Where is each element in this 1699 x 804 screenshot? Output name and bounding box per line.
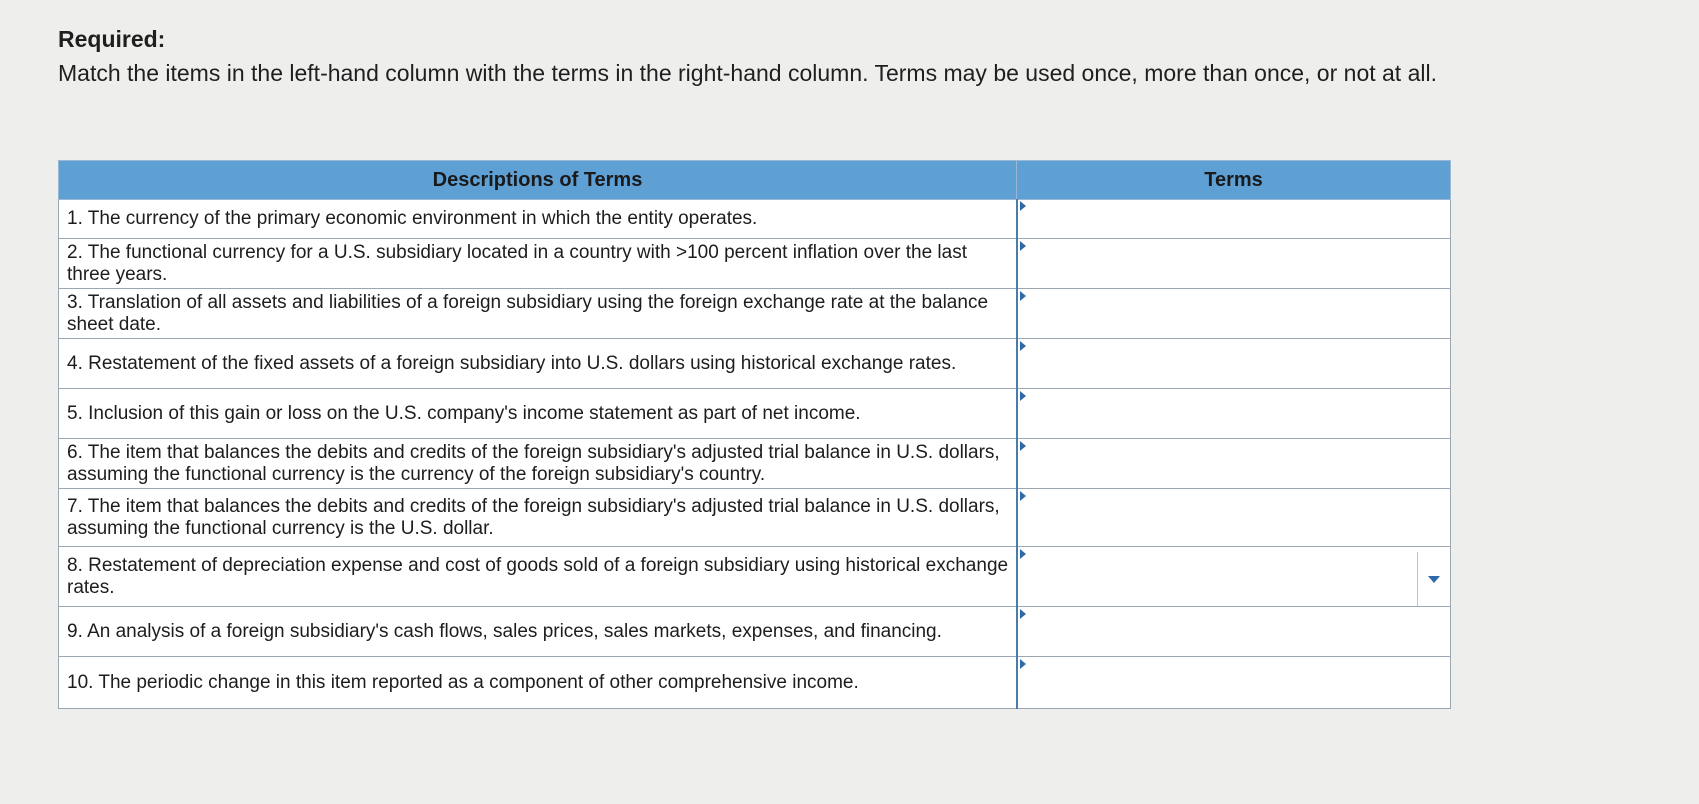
description-cell: 10. The periodic change in this item reported as a component of other comprehensive income. xyxy=(59,657,1017,709)
triangle-right-icon xyxy=(1020,549,1026,559)
table-row xyxy=(59,239,1451,289)
table-row xyxy=(59,489,1451,547)
table-header-row xyxy=(59,161,1451,200)
description-cell: 7. The item that balances the debits and credits of the foreign subsidiary's adjusted trial balance in U.S. dollars, assuming the functional currency is the U.S. dollar. xyxy=(59,489,1017,547)
triangle-right-icon xyxy=(1020,659,1026,669)
instructions-text: Match the items in the left-hand column with the terms in the right-hand column. Terms may be used once, more than once, or not at all. xyxy=(58,60,1437,86)
term-select-2[interactable] xyxy=(1018,240,1451,288)
term-cell xyxy=(1017,657,1451,709)
term-cell xyxy=(1017,489,1451,547)
table-row xyxy=(59,339,1451,389)
term-select-9[interactable] xyxy=(1018,608,1451,656)
triangle-right-icon xyxy=(1020,341,1026,351)
table-row xyxy=(59,200,1451,239)
triangle-right-icon xyxy=(1020,391,1026,401)
triangle-right-icon xyxy=(1020,241,1026,251)
term-cell xyxy=(1017,607,1451,657)
table-row xyxy=(59,607,1451,657)
term-cell xyxy=(1017,239,1451,289)
triangle-right-icon xyxy=(1020,491,1026,501)
term-cell xyxy=(1017,200,1451,239)
terms-column-header: Terms xyxy=(1017,161,1451,200)
table-row xyxy=(59,657,1451,709)
description-cell: 4. Restatement of the fixed assets of a foreign subsidiary into U.S. dollars using historical exchange rates. xyxy=(59,339,1017,389)
description-cell: 9. An analysis of a foreign subsidiary's cash flows, sales prices, sales markets, expenses, and financing. xyxy=(59,607,1017,657)
term-select-5[interactable] xyxy=(1018,390,1451,438)
triangle-right-icon xyxy=(1020,291,1026,301)
description-cell: 5. Inclusion of this gain or loss on the U.S. company's income statement as part of net income. xyxy=(59,389,1017,439)
table-row xyxy=(59,389,1451,439)
term-select-3[interactable] xyxy=(1018,290,1451,338)
term-cell xyxy=(1017,547,1451,607)
term-select-7[interactable] xyxy=(1018,490,1451,546)
term-cell xyxy=(1017,289,1451,339)
required-heading: Required: xyxy=(58,26,166,52)
term-cell xyxy=(1017,339,1451,389)
triangle-right-icon xyxy=(1020,441,1026,451)
triangle-right-icon xyxy=(1020,201,1026,211)
description-cell: 3. Translation of all assets and liabilities of a foreign subsidiary using the foreign exchange rate at the balance sheet date. xyxy=(59,289,1017,339)
description-cell: 1. The currency of the primary economic environment in which the entity operates. xyxy=(59,200,1017,239)
term-cell xyxy=(1017,389,1451,439)
term-cell xyxy=(1017,439,1451,489)
description-cell: 6. The item that balances the debits and credits of the foreign subsidiary's adjusted trial balance in U.S. dollars, assuming the functional currency is the currency of the foreign subsidiary's country. xyxy=(59,439,1017,489)
dropdown-toggle[interactable] xyxy=(1417,552,1450,606)
term-select-10[interactable] xyxy=(1018,658,1451,708)
table-row xyxy=(59,439,1451,489)
term-select-6[interactable] xyxy=(1018,440,1451,488)
description-cell: 2. The functional currency for a U.S. subsidiary located in a country with >100 percent inflation over the last three years. xyxy=(59,239,1017,289)
term-select-8[interactable] xyxy=(1018,548,1451,606)
term-select-4[interactable] xyxy=(1018,340,1451,388)
chevron-down-icon xyxy=(1428,576,1440,583)
term-select-1[interactable] xyxy=(1018,200,1451,238)
description-cell: 8. Restatement of depreciation expense and cost of goods sold of a foreign subsidiary using historical exchange rates. xyxy=(59,547,1017,607)
table-row xyxy=(59,547,1451,607)
table-row xyxy=(59,289,1451,339)
descriptions-column-header: Descriptions of Terms xyxy=(59,161,1017,200)
triangle-right-icon xyxy=(1020,609,1026,619)
matching-table xyxy=(58,160,1451,709)
